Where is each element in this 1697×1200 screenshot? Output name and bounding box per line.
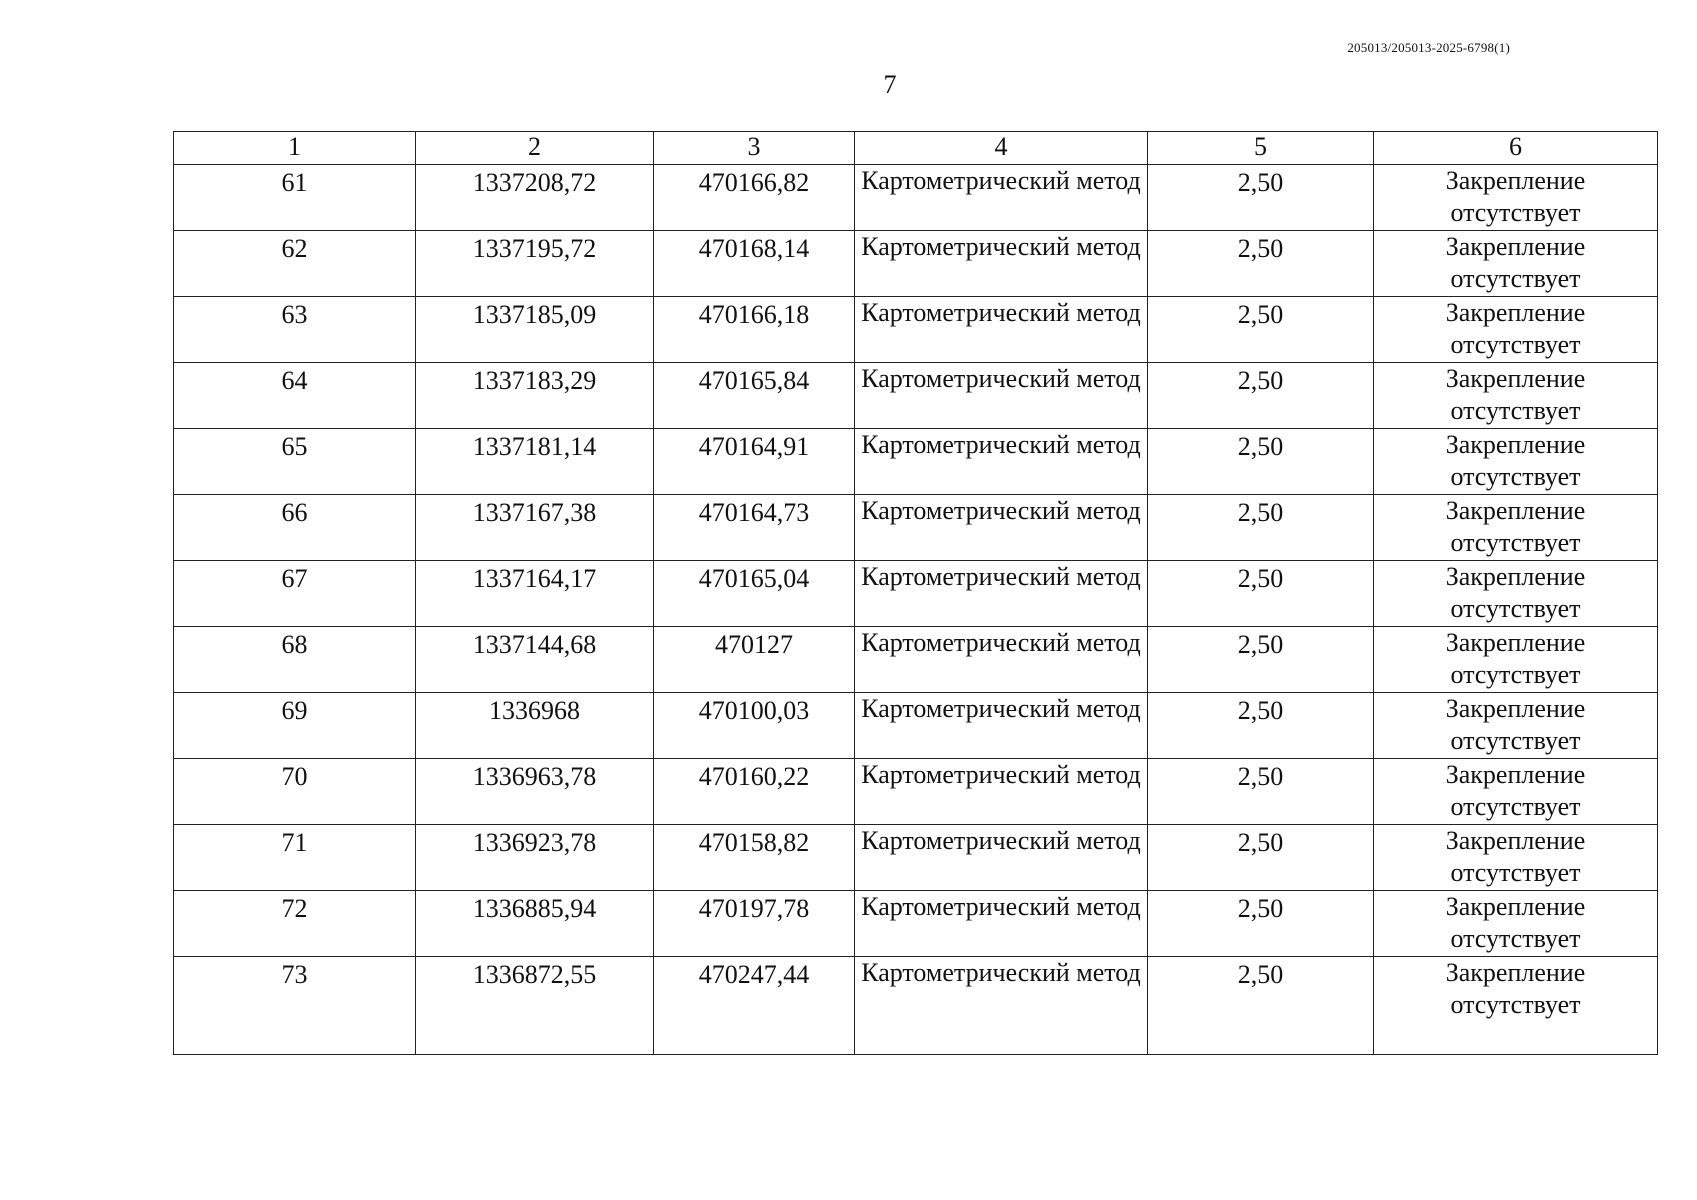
precision-cell: 2,50 [1148,165,1374,231]
y-coordinate-cell: 470247,44 [654,957,855,1055]
precision-cell: 2,50 [1148,891,1374,957]
method-cell: Картометрический метод [855,495,1148,561]
precision-cell: 2,50 [1148,561,1374,627]
fixing-cell: Закрепление отсутствует [1374,759,1658,825]
y-coordinate-cell: 470166,18 [654,297,855,363]
x-coordinate-cell: 1337164,17 [416,561,654,627]
table-row [174,231,1658,297]
table-row [174,429,1658,495]
table-row [174,891,1658,957]
method-cell: Картометрический метод [855,759,1148,825]
x-coordinate-cell: 1337183,29 [416,363,654,429]
table-body [174,165,1658,1055]
precision-cell: 2,50 [1148,825,1374,891]
y-coordinate-cell: 470197,78 [654,891,855,957]
fixing-cell: Закрепление отсутствует [1374,363,1658,429]
method-cell: Картометрический метод [855,825,1148,891]
fixing-cell: Закрепление отсутствует [1374,429,1658,495]
x-coordinate-cell: 1336872,55 [416,957,654,1055]
method-cell: Картометрический метод [855,693,1148,759]
x-coordinate-cell: 1337167,38 [416,495,654,561]
method-cell: Картометрический метод [855,891,1148,957]
column-header-5: 5 [1148,132,1374,165]
point-number-cell: 64 [174,363,416,429]
method-cell: Картометрический метод [855,165,1148,231]
table-row [174,165,1658,231]
x-coordinate-cell: 1336963,78 [416,759,654,825]
column-header-4: 4 [855,132,1148,165]
precision-cell: 2,50 [1148,363,1374,429]
document-id: 205013/205013-2025-6798(1) [1347,40,1510,55]
method-cell: Картометрический метод [855,957,1148,1055]
x-coordinate-cell: 1336968 [416,693,654,759]
table-row [174,561,1658,627]
precision-cell: 2,50 [1148,693,1374,759]
x-coordinate-cell: 1337185,09 [416,297,654,363]
precision-cell: 2,50 [1148,495,1374,561]
fixing-cell: Закрепление отсутствует [1374,495,1658,561]
table-row [174,495,1658,561]
x-coordinate-cell: 1336923,78 [416,825,654,891]
precision-cell: 2,50 [1148,231,1374,297]
x-coordinate-cell: 1337195,72 [416,231,654,297]
method-cell: Картометрический метод [855,297,1148,363]
point-number-cell: 71 [174,825,416,891]
table-row [174,825,1658,891]
column-header-2: 2 [416,132,654,165]
table-row [174,363,1658,429]
point-number-cell: 66 [174,495,416,561]
table-row [174,693,1658,759]
method-cell: Картометрический метод [855,561,1148,627]
column-header-1: 1 [174,132,416,165]
column-header-6: 6 [1374,132,1658,165]
table-row [174,627,1658,693]
y-coordinate-cell: 470158,82 [654,825,855,891]
method-cell: Картометрический метод [855,231,1148,297]
point-number-cell: 61 [174,165,416,231]
fixing-cell: Закрепление отсутствует [1374,627,1658,693]
fixing-cell: Закрепление отсутствует [1374,693,1658,759]
page-number: 7 [883,70,897,99]
x-coordinate-cell: 1337208,72 [416,165,654,231]
y-coordinate-cell: 470100,03 [654,693,855,759]
y-coordinate-cell: 470127 [654,627,855,693]
fixing-cell: Закрепление отсутствует [1374,231,1658,297]
point-number-cell: 69 [174,693,416,759]
point-number-cell: 67 [174,561,416,627]
point-number-cell: 72 [174,891,416,957]
y-coordinate-cell: 470165,84 [654,363,855,429]
y-coordinate-cell: 470166,82 [654,165,855,231]
precision-cell: 2,50 [1148,297,1374,363]
y-coordinate-cell: 470165,04 [654,561,855,627]
x-coordinate-cell: 1337144,68 [416,627,654,693]
method-cell: Картометрический метод [855,627,1148,693]
method-cell: Картометрический метод [855,363,1148,429]
y-coordinate-cell: 470164,73 [654,495,855,561]
point-number-cell: 63 [174,297,416,363]
x-coordinate-cell: 1336885,94 [416,891,654,957]
y-coordinate-cell: 470164,91 [654,429,855,495]
point-number-cell: 62 [174,231,416,297]
coordinates-table [173,131,1658,1055]
point-number-cell: 70 [174,759,416,825]
table-header-row [174,132,1658,165]
precision-cell: 2,50 [1148,627,1374,693]
table-row [174,957,1658,1055]
fixing-cell: Закрепление отсутствует [1374,891,1658,957]
y-coordinate-cell: 470160,22 [654,759,855,825]
fixing-cell: Закрепление отсутствует [1374,957,1658,1055]
precision-cell: 2,50 [1148,957,1374,1055]
fixing-cell: Закрепление отсутствует [1374,297,1658,363]
point-number-cell: 65 [174,429,416,495]
fixing-cell: Закрепление отсутствует [1374,561,1658,627]
point-number-cell: 73 [174,957,416,1055]
fixing-cell: Закрепление отсутствует [1374,825,1658,891]
point-number-cell: 68 [174,627,416,693]
table-row [174,759,1658,825]
precision-cell: 2,50 [1148,429,1374,495]
column-header-3: 3 [654,132,855,165]
x-coordinate-cell: 1337181,14 [416,429,654,495]
table-row [174,297,1658,363]
precision-cell: 2,50 [1148,759,1374,825]
method-cell: Картометрический метод [855,429,1148,495]
fixing-cell: Закрепление отсутствует [1374,165,1658,231]
y-coordinate-cell: 470168,14 [654,231,855,297]
